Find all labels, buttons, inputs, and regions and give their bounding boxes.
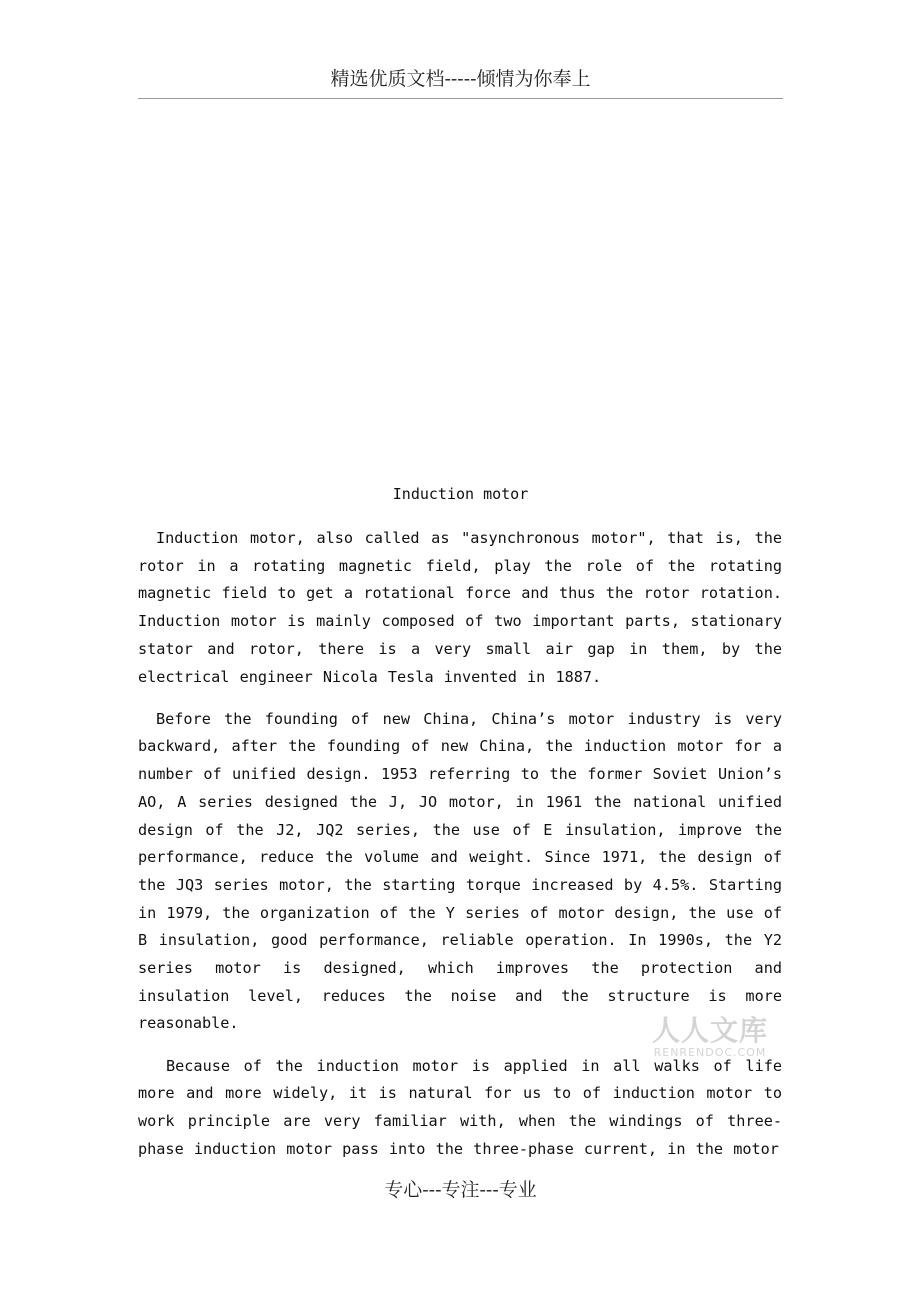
watermark-sub-text: RENRENDOC.COM: [653, 1046, 767, 1059]
paragraph-3: Because of the induction motor is applied in all walks of life more and more widely, it is natural for us to of induction motor to work principle are very familiar with, when the windings of three-phase induction motor pass into the three-phase current, in the motor: [138, 1056, 782, 1158]
document-body: [138, 525, 782, 1178]
page-header: 精选优质文档-----倾情为你奉上: [138, 62, 783, 99]
watermark-main-text: 人人文库: [651, 1014, 768, 1047]
paragraph-2: Before the founding of new China, China’s motor industry is very backward, after the founding of new China, the induction motor for a number of unified design. 1953 referring to the former Soviet Union’s AO, A series designed the J, JO motor, in 1961 the national unified design of the J2, JQ2 series, the use of E insulation, improve the performance, reduce the volume and weight. Since 1971, the design of the JQ3 series motor, the starting torque increased by 4.5%. Starting in 1979, the organization of the Y series of motor design, the use of B insulation, good performance, reliable operation. In 1990s, the Y2 series motor is designed, which improves the protection and insulation level, reduces the noise and the structure is more reasonable.: [138, 709, 782, 1033]
paragraph-1: Induction motor, also called as "asynchronous motor", that is, the rotor in a rotating magnetic field, play the role of the rotating magnetic field to get a rotational force and thus the rotor rotation. Induction motor is mainly composed of two important parts, stationary stator and rotor, there is a very small air gap in them, by the electrical engineer Nicola Tesla invented in 1887.: [138, 529, 782, 686]
document-title: Induction motor: [392, 485, 529, 503]
page-footer: 专心---专注---专业: [384, 1179, 537, 1201]
